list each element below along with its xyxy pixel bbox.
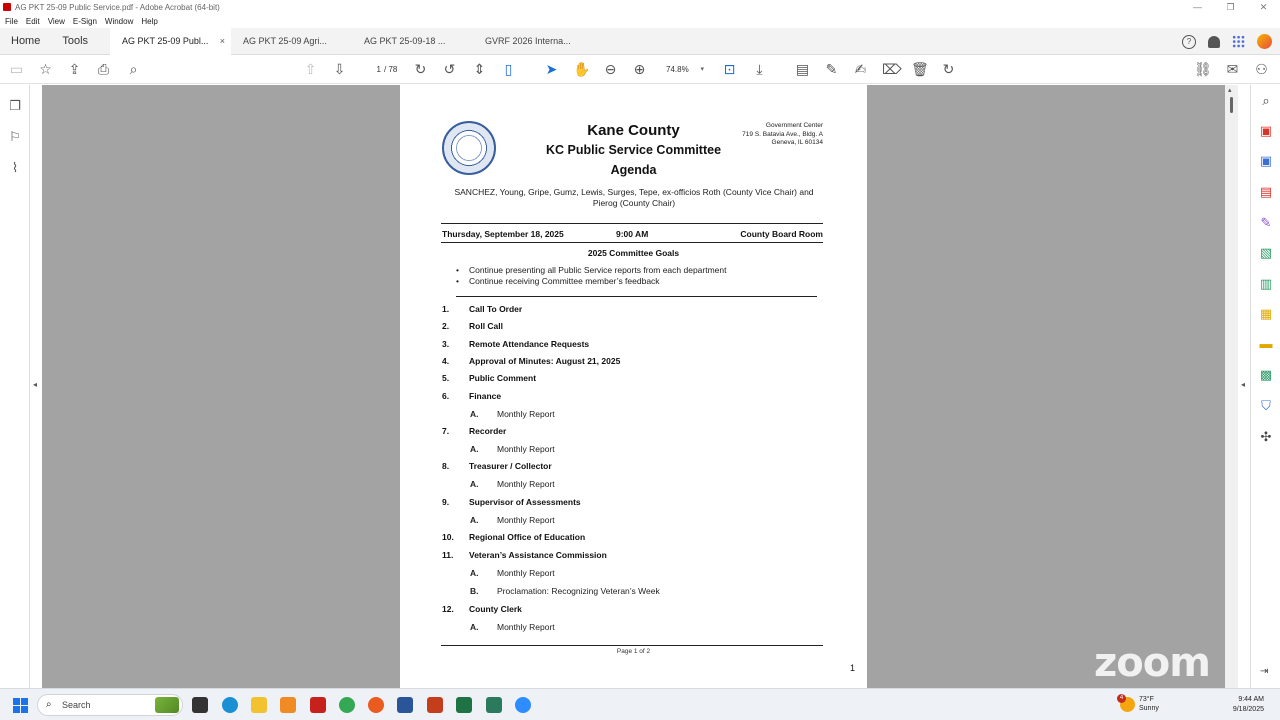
goal-item: • Continue presenting all Public Service reports from each department	[456, 265, 727, 275]
subitem-letter: A.	[470, 444, 479, 454]
collapse-left-panel-icon[interactable]: ◂	[33, 380, 38, 389]
county-title: Kane County	[587, 122, 680, 139]
zoom-watermark: zoom	[1094, 640, 1210, 686]
right-tools-rail	[1250, 85, 1280, 688]
scroll-mode-icon[interactable]: ⊡	[723, 61, 736, 77]
meeting-time: 9:00 AM	[616, 229, 649, 239]
agenda-subitem	[470, 586, 660, 596]
agenda-item	[442, 339, 589, 349]
combine-files-icon[interactable]: ▥	[1259, 276, 1273, 291]
weather-condition: Sunny	[1139, 705, 1159, 712]
tab-label: AG PKT 25-09 Publ...	[122, 36, 209, 46]
delete-trash-icon[interactable]: 🗑	[911, 61, 929, 77]
menu-window[interactable]: Window	[104, 16, 134, 26]
acrobat-app-icon	[3, 3, 11, 11]
next-page-icon[interactable]: ⇩	[333, 61, 346, 77]
agenda-item	[442, 532, 585, 542]
agenda-item	[442, 604, 522, 614]
agenda-item-number: 8.	[442, 461, 450, 471]
task-view-icon[interactable]	[192, 697, 208, 713]
divider	[456, 296, 817, 297]
acrobat-taskbar-icon[interactable]	[310, 697, 326, 713]
scrollbar-thumb[interactable]	[1230, 97, 1233, 113]
fill-sign-icon[interactable]: ✎	[1260, 215, 1272, 230]
find-zoom-icon[interactable]: ⌕	[129, 61, 138, 77]
bookmarks-icon[interactable]: ⚐	[9, 129, 21, 144]
organize-pages-icon[interactable]: ▤	[1259, 184, 1273, 199]
agenda-item-label: County Clerk	[469, 604, 522, 614]
tab-label: AG PKT 25-09 Agri...	[243, 36, 327, 46]
subitem-letter: A.	[470, 622, 479, 632]
page-thumbnails-icon[interactable]: ❐	[9, 98, 21, 113]
agenda-item	[442, 373, 536, 383]
draw-signature-icon[interactable]: ✍	[854, 61, 867, 77]
zoom-app-icon[interactable]	[515, 697, 531, 713]
read-mode-icon[interactable]: ⤓	[756, 61, 763, 77]
apps-grid-icon[interactable]	[1232, 35, 1245, 48]
taskbar-search-box[interactable]	[37, 694, 183, 716]
tab-document-2[interactable]	[231, 28, 352, 55]
attachments-paperclip-icon[interactable]: ⌇	[11, 160, 19, 175]
document-type-title: Agenda	[610, 163, 657, 177]
left-navigation-rail	[0, 85, 30, 688]
vertical-scrollbar[interactable]	[1225, 85, 1238, 688]
weather-temp: 73°F	[1139, 696, 1154, 703]
excel-icon[interactable]	[456, 697, 472, 713]
subitem-label: Monthly Report	[497, 409, 555, 419]
windows-start-icon[interactable]	[13, 698, 28, 713]
agenda-item-number: 9.	[442, 497, 450, 507]
clock-date: 9/18/2025	[1232, 706, 1264, 713]
subitem-letter: B.	[470, 586, 479, 596]
tab-label: GVRF 2026 Interna...	[485, 36, 571, 46]
agenda-item-number: 10.	[442, 532, 454, 542]
window-controls	[1181, 0, 1280, 14]
notifications-bell-icon[interactable]	[1208, 36, 1220, 48]
chevron-down-icon: ▾	[700, 66, 704, 73]
powerpoint-icon[interactable]	[427, 697, 443, 713]
collapse-right-panel-icon[interactable]: ◂	[1241, 380, 1246, 389]
subitem-letter: A.	[470, 515, 479, 525]
agenda-item-label: Supervisor of Assessments	[469, 497, 581, 507]
weather-widget[interactable]	[1120, 695, 1159, 713]
goals-title: 2025 Committee Goals	[587, 248, 680, 258]
hand-tool-icon[interactable]: ✋	[573, 61, 591, 77]
agenda-item	[442, 321, 503, 331]
government-center-address	[742, 122, 823, 148]
search-highlight-icon	[155, 697, 179, 713]
minimize-button[interactable]: —	[1193, 2, 1202, 12]
agenda-item-label: Remote Attendance Requests	[469, 339, 590, 349]
rotate-counterclockwise-icon[interactable]: ↺	[443, 61, 456, 77]
agenda-item-number: 6.	[442, 391, 450, 401]
agenda-item-label: Call To Order	[469, 304, 523, 314]
redo-icon[interactable]: ↻	[942, 61, 955, 77]
document-viewer	[42, 85, 1225, 688]
divider	[441, 242, 823, 243]
rotate-clockwise-icon[interactable]: ↻	[414, 61, 427, 77]
sun-weather-icon	[1119, 694, 1135, 712]
comment-icon[interactable]: ▤	[795, 61, 810, 77]
maximize-button[interactable]: ❐	[1226, 2, 1235, 12]
subitem-label: Monthly Report	[497, 444, 555, 454]
agenda-item-label: Finance	[469, 391, 502, 401]
zoom-out-icon[interactable]: ⊖	[604, 61, 617, 77]
subitem-letter: A.	[470, 409, 479, 419]
search-placeholder: Search	[62, 700, 91, 710]
agenda-item-label: Regional Office of Education	[469, 532, 586, 542]
agenda-subitem	[470, 479, 555, 489]
page-footer: Page 1 of 2	[616, 648, 651, 655]
system-clock[interactable]	[1233, 695, 1264, 715]
protect-shield-icon[interactable]: ⛉	[1261, 398, 1271, 413]
subitem-label: Monthly Report	[497, 568, 555, 578]
page-view-icon[interactable]: ▯	[504, 61, 513, 77]
agenda-item-number: 11.	[442, 550, 454, 560]
subitem-letter: A.	[470, 568, 479, 578]
tab-close-icon[interactable]: ×	[219, 36, 226, 46]
agenda-subitem	[470, 515, 555, 525]
firefox-icon[interactable]	[368, 697, 384, 713]
agenda-item-number: 2.	[442, 321, 450, 331]
send-for-signature-icon[interactable]: ▦	[1259, 306, 1273, 321]
agenda-item-number: 3.	[442, 339, 450, 349]
agenda-item	[442, 461, 552, 471]
share-user-icon[interactable]: ⚇	[1255, 61, 1268, 77]
agenda-item	[442, 304, 522, 314]
main-toolbar	[0, 55, 1280, 84]
subitem-label: Proclamation: Recognizing Veteran’s Week	[497, 586, 660, 596]
goal-text: Continue presenting all Public Service reports from each department	[469, 265, 727, 275]
zoom-level-select[interactable]	[661, 62, 707, 77]
menu-help[interactable]: Help	[141, 16, 158, 26]
more-tools-icon[interactable]: ✣	[1260, 429, 1272, 444]
edit-text-icon[interactable]: ⌦	[882, 61, 902, 77]
menu-bar	[0, 14, 1280, 28]
scroll-up-icon[interactable]: ▴	[1228, 87, 1232, 94]
header-actions	[1182, 28, 1272, 55]
committee-title: KC Public Service Committee	[545, 143, 722, 157]
tab-document-4[interactable]	[473, 28, 594, 55]
upload-cloud-icon[interactable]: ⇪	[68, 61, 81, 77]
agenda-item-label: Recorder	[469, 426, 507, 436]
subitem-label: Monthly Report	[497, 622, 555, 632]
subitem-letter: A.	[470, 479, 479, 489]
menu-view[interactable]: View	[47, 16, 65, 26]
menu-edit[interactable]: Edit	[25, 16, 40, 26]
fit-page-icon[interactable]: ⇕	[473, 61, 486, 77]
agenda-subitem	[470, 409, 555, 419]
account-avatar[interactable]	[1257, 34, 1272, 49]
agenda-item-label: Public Comment	[469, 373, 537, 383]
email-icon[interactable]: ✉	[1226, 61, 1239, 77]
zoom-in-icon[interactable]: ⊕	[633, 61, 646, 77]
previous-page-icon[interactable]: ⇧	[304, 61, 317, 77]
nav-tools[interactable]: Tools	[62, 34, 89, 47]
help-icon[interactable]: ?	[1182, 35, 1196, 49]
create-pdf-icon[interactable]: ▣	[1259, 153, 1273, 168]
window-titlebar	[0, 0, 1280, 14]
agenda-item-number: 5.	[442, 373, 450, 383]
zoom-level-value: 74.8%	[666, 65, 689, 74]
tab-document-3[interactable]	[352, 28, 473, 55]
agenda-item-number: 4.	[442, 356, 450, 366]
pdf-page	[400, 85, 867, 688]
page-total-label: / 78	[384, 65, 398, 74]
kane-county-seal-icon	[442, 121, 496, 175]
address-line: Geneva, IL 60134	[771, 139, 823, 146]
agenda-item	[442, 426, 506, 436]
tab-bar	[0, 28, 1280, 55]
meeting-location: County Board Room	[740, 229, 823, 239]
weather-text	[1139, 695, 1159, 713]
divider	[441, 645, 823, 646]
print-icon[interactable]: ⎙	[97, 61, 110, 77]
tab-label: AG PKT 25-09-18 ...	[364, 36, 446, 46]
agenda-item	[442, 391, 501, 401]
tab-document-1[interactable]	[110, 28, 231, 55]
agenda-item-number: 7.	[442, 426, 450, 436]
select-cursor-icon[interactable]: ➤	[545, 61, 558, 77]
search-icon: ⌕	[46, 699, 52, 710]
agenda-item-label: Roll Call	[469, 321, 504, 331]
committee-members: SANCHEZ, Young, Gripe, Gumz, Lewis, Surges, Tepe, ex-officios Roth (County Vice Chair) and Pierog (County Chair)	[454, 187, 814, 208]
expand-panel-icon[interactable]: ⇥	[1260, 666, 1269, 677]
agenda-item	[442, 497, 581, 507]
spreadsheet-app-icon[interactable]	[486, 697, 502, 713]
word-icon[interactable]	[397, 697, 413, 713]
agenda-item-number: 1.	[442, 304, 450, 314]
comment-tool-icon[interactable]: ▬	[1259, 336, 1273, 351]
chrome-icon[interactable]	[339, 697, 355, 713]
windows-taskbar	[0, 688, 1280, 720]
weather-badge: 4	[1117, 694, 1126, 703]
bookmark-star-icon[interactable]: ☆	[39, 61, 52, 77]
menu-esign[interactable]: E-Sign	[72, 16, 97, 26]
address-line: Government Center	[765, 122, 823, 129]
agenda-item	[442, 356, 620, 366]
subitem-label: Monthly Report	[497, 479, 555, 489]
agenda-item-label: Veteran’s Assistance Commission	[469, 550, 607, 560]
agenda-subitem	[470, 568, 555, 578]
edge-browser-icon[interactable]	[222, 697, 238, 713]
agenda-item	[442, 550, 607, 560]
vlc-icon[interactable]	[280, 697, 296, 713]
agenda-subitem	[470, 622, 555, 632]
scan-ocr-icon[interactable]: ▩	[1259, 367, 1273, 382]
goal-text: Continue receiving Committee member’s feedback	[469, 276, 660, 286]
highlight-pen-icon[interactable]: ✎	[825, 61, 838, 77]
address-line: 719 S. Batavia Ave., Bldg. A	[742, 130, 823, 138]
agenda-item-label: Treasurer / Collector	[469, 461, 552, 471]
meeting-date: Thursday, September 18, 2025	[442, 229, 564, 239]
page-number-label: 1	[850, 663, 856, 673]
nav-home[interactable]: Home	[11, 34, 41, 47]
window-title: AG PKT 25-09 Public Service.pdf - Adobe Acrobat (64-bit)	[15, 2, 220, 12]
agenda-subitem	[470, 444, 555, 454]
close-window-button[interactable]: ✕	[1259, 2, 1268, 12]
export-pdf-icon[interactable]: ▣	[1259, 123, 1273, 138]
page-number-input[interactable]: 1	[376, 65, 381, 74]
clock-time: 9:44 AM	[1238, 696, 1264, 703]
menu-file[interactable]: File	[5, 16, 18, 26]
link-icon[interactable]: ⛓	[1194, 61, 1212, 77]
save-icon[interactable]: ▭	[9, 61, 24, 77]
agenda-item-number: 12.	[442, 604, 454, 614]
goal-item: • Continue receiving Committee member’s feedback	[456, 276, 660, 286]
edit-pdf-icon[interactable]: ▧	[1259, 245, 1273, 260]
search-zoom-icon[interactable]: ⌕	[1262, 93, 1270, 108]
subitem-label: Monthly Report	[497, 515, 555, 525]
divider	[441, 223, 823, 224]
agenda-item-label: Approval of Minutes: August 21, 2025	[469, 356, 621, 366]
file-explorer-icon[interactable]	[251, 697, 267, 713]
